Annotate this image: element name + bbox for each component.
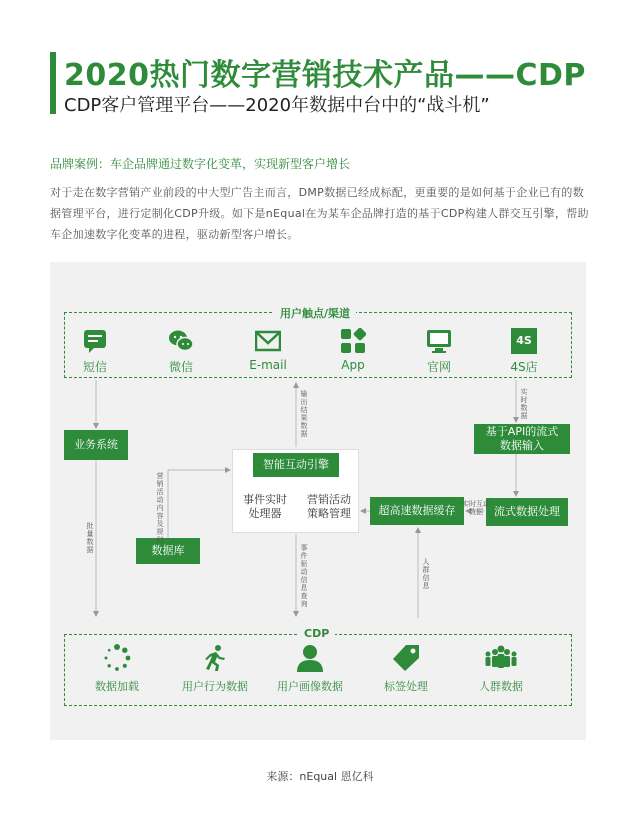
cdp-item-label: 人群数据 [479, 680, 523, 693]
channel-4s-store [494, 328, 554, 375]
connector-database-engine [168, 470, 230, 538]
sms-icon [82, 328, 108, 354]
channel-sms [65, 328, 125, 375]
channel-label: App [341, 358, 365, 372]
channel-label: 微信 [168, 360, 193, 374]
edge-label-event-driven: 事件驱动信息查询 [300, 544, 308, 608]
case-heading: 品牌案例：车企品牌通过数字化变革，实现新型客户增长 [50, 157, 351, 171]
touchpoints-title: 用户触点/渠道 [274, 305, 356, 321]
edge-label-realtime-interaction: 实时互动数据 [462, 500, 490, 516]
node-database: 数据库 [136, 538, 200, 564]
edge-label-marketing-rules: 营销活动内容及规则 [156, 472, 164, 544]
source-note: 来源：nEqual 恩亿科 [266, 770, 374, 783]
edge-label-realtime-data: 实时数据 [520, 388, 528, 420]
architecture-diagram [50, 262, 586, 740]
node-business-system: 业务系统 [64, 430, 128, 460]
store-icon: 4S [511, 328, 537, 354]
tag-icon [392, 644, 420, 672]
crowd-icon [484, 644, 518, 672]
channel-label: 短信 [82, 360, 107, 374]
page-subtitle: CDP客户管理平台——2020年数据中台中的“战斗机” [64, 95, 490, 116]
node-strategy-manager: 营销活动 策略管理 [307, 493, 351, 520]
cdp-item-label: 标签处理 [384, 680, 428, 693]
app-icon [340, 328, 366, 354]
node-engine: 智能互动引擎 [253, 453, 339, 477]
channel-label: 4S店 [510, 360, 538, 374]
wechat-icon [168, 328, 194, 354]
cdp-title: CDP [298, 627, 335, 640]
cdp-item-label: 数据加载 [95, 680, 139, 693]
channel-email [238, 328, 298, 372]
node-stream-input: 基于API的流式 数据输入 [474, 424, 570, 454]
node-stream-process: 流式数据处理 [486, 498, 568, 526]
cdp-item-label: 用户画像数据 [277, 680, 343, 693]
email-icon [255, 328, 281, 354]
cdp-item-crowd-data [456, 644, 546, 694]
cdp-item-user-behavior [170, 644, 260, 694]
node-event-processor: 事件实时 处理器 [243, 493, 287, 520]
page-title: 2020热门数字营销技术产品——CDP [64, 58, 586, 93]
node-cache: 超高速数据缓存 [370, 497, 464, 525]
channel-label: E-mail [249, 358, 287, 372]
loading-icon [103, 644, 131, 672]
case-paragraph: 对于走在数字营销产业前段的中大型广告主而言，DMP数据已经成标配，更重要的是如何基于企业已有的数据管理平台，进行定制化CDP升级。如下是nEqual在为某车企品牌打造的基于CDP构建人群交互引擎，帮助车企加速数字化变革的进程，驱动新型客户增长。 [50, 186, 589, 241]
channel-app [323, 328, 383, 372]
title-accent-bar [50, 52, 56, 114]
channel-website [409, 328, 469, 375]
edge-label-output-results: 输出结果数据 [300, 390, 308, 438]
channel-wechat [151, 328, 211, 375]
user-profile-icon [296, 644, 324, 672]
cdp-item-tag-processing [361, 644, 451, 694]
cdp-item-label: 用户行为数据 [182, 680, 248, 693]
edge-label-batch-data: 批量数据 [86, 522, 94, 554]
cdp-item-user-profile [265, 644, 355, 694]
cdp-item-data-loading [72, 644, 162, 694]
running-person-icon [201, 644, 229, 672]
website-icon [426, 328, 452, 354]
edge-label-crowd-info: 人群信息 [422, 558, 430, 590]
channel-label: 官网 [426, 360, 451, 374]
